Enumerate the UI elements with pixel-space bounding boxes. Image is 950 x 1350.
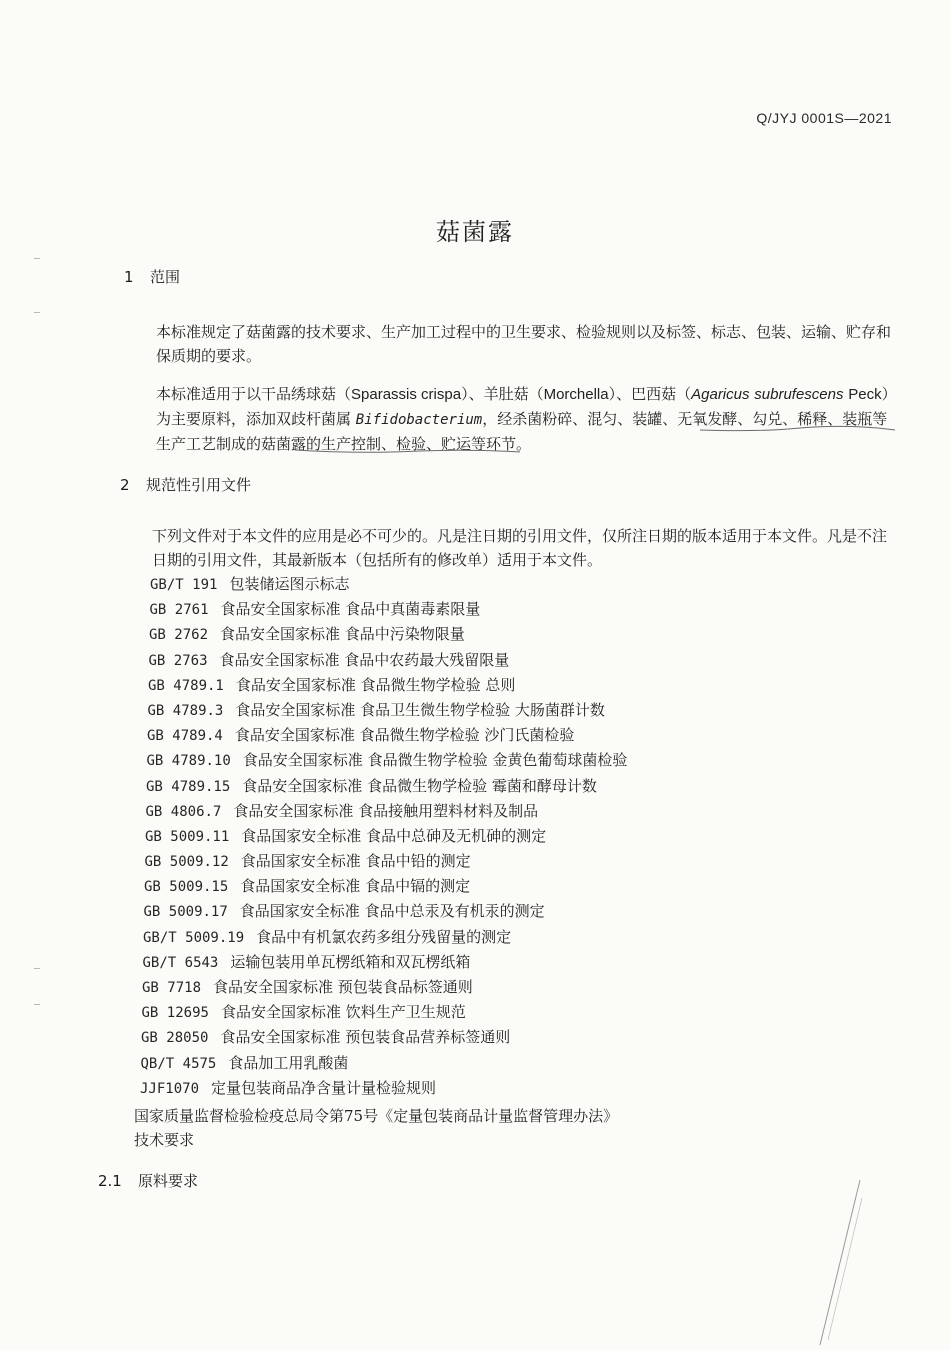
reference-item [147,748,901,773]
reference-title: 定量包装商品净含量计量检验规则 [211,1078,437,1097]
reference-code: GB 4789.3 [147,702,224,719]
scope-text: 本标准规定了菇菌露的技术要求、生产加工过程中的卫生要求、检验规则以及标签、标志、包装、运输、贮存和保质期的要求。 [156,323,892,365]
reference-item [146,799,901,824]
technical-requirements-label: 技术要求 [134,1131,195,1149]
reference-code: GB 28050 [141,1030,209,1047]
species-name: subrufescens [754,386,844,403]
section-title: 原料要求 [138,1172,199,1190]
reference-item [145,849,901,874]
reference-code: GB 5009.12 [144,854,229,871]
reference-item [145,824,900,849]
scope-text: 本标准适用于以干品绣球菇（ [156,385,352,403]
reference-item [142,975,900,1000]
reference-code: GB 4806.7 [145,803,222,820]
reference-code: QB/T 4575 [140,1055,217,1072]
references-intro [120,524,890,572]
reference-title: 食品安全国家标准 预包装食品营养标签通则 [220,1028,511,1047]
reference-title: 食品国家安全标准 食品中总砷及无机砷的测定 [241,826,547,845]
reference-title: 食品中有机氯农药多组分残留量的测定 [256,927,512,946]
regulation-line: 国家质量监督检验检疫总局令第75号《定量包装商品计量监督管理办法》 [134,1107,619,1125]
reference-code: GB 5009.15 [144,879,229,896]
species-name: Morchella [543,386,609,403]
scope-paragraph-2 [124,382,894,456]
reference-title: 食品安全国家标准 食品中农药最大残留限量 [219,650,510,669]
scan-edge-mark [34,1004,40,1005]
reference-title: 食品安全国家标准 食品卫生微生物学检验 大肠菌群计数 [235,700,605,719]
scan-edge-mark [34,312,40,313]
document-title: 菇菌露 [436,218,514,247]
scope-text: ）、巴西菇（ [608,385,692,403]
reference-title: 食品国家安全标准 食品中镉的测定 [240,877,471,896]
reference-code: GB 7718 [142,980,202,996]
reference-code: GB 2762 [149,627,209,644]
reference-item [144,899,901,924]
reference-item [143,925,900,950]
scope-text: ，经杀菌粉碎、混匀、装罐、无氧发酵、勾兑、稀释、装瓶等生产工艺制成的菇菌露的生产控制、检验、贮运等环节。 [156,410,888,453]
reference-title: 食品加工用乳酸菌 [228,1053,349,1072]
standard-code: Q/JYJ 0001S—2021 [756,110,892,126]
reference-item [148,673,900,698]
reference-item [149,622,900,647]
reference-code: GB 4789.10 [146,753,231,770]
species-author: Peck [848,386,882,403]
reference-item [140,1076,900,1101]
reference-code: GB 2761 [149,602,209,619]
reference-title: 食品安全国家标准 预包装食品标签通则 [213,978,473,996]
reference-title: 食品安全国家标准 食品微生物学检验 霉菌和酵母计数 [242,776,597,795]
reference-title: 运输包装用单瓦楞纸箱和双瓦楞纸箱 [230,952,471,971]
reference-code: GB 4789.15 [146,778,231,795]
reference-item [150,597,901,622]
section-heading-raw-materials [98,1170,198,1191]
reference-title: 包装储运图示标志 [229,575,350,593]
reference-item [142,1000,901,1025]
reference-item [147,723,900,748]
reference-title: 食品国家安全标准 食品中铅的测定 [240,852,471,871]
section-heading-references [120,474,251,495]
section-number: 2.1 [98,1172,122,1190]
reference-title: 食品安全国家标准 食品微生物学检验 金黄色葡萄球菌检验 [242,751,628,770]
reference-item [149,648,901,673]
reference-code: GB 4789.4 [147,728,223,745]
reference-code: JJF1070 [140,1080,200,1097]
intro-text: 下列文件对于本文件的应用是必不可少的。凡是注日期的引用文件，仅所注日期的版本适用于本文件。凡是不注日期的引用文件，其最新版本（包括所有的修改单）适用于本文件。 [152,527,888,569]
reference-code: GB 12695 [141,1005,209,1022]
reference-code: GB 5009.17 [143,904,228,921]
reference-title: 食品安全国家标准 食品微生物学检验 沙门氏菌检验 [234,726,575,745]
reference-title: 食品安全国家标准 食品微生物学检验 总则 [235,675,516,694]
scan-edge-mark [34,968,40,969]
species-name: Agaricus [691,386,750,403]
reference-code: GB/T 5009.19 [143,929,245,946]
reference-code: GB 2763 [148,652,208,669]
scope-paragraph-1 [124,320,894,368]
reference-code: GB/T 6543 [142,954,219,971]
reference-item [141,1051,901,1076]
reference-title: 食品安全国家标准 饮料生产卫生规范 [220,1003,466,1022]
reference-code: GB/T 191 [150,577,218,593]
reference-item [150,572,900,597]
reference-item [144,874,900,899]
reference-item [146,774,900,799]
section-title: 规范性引用文件 [146,476,252,494]
section-number: 2 [120,476,130,494]
reference-item [141,1025,900,1050]
genus-name: Bifidobacterium [355,412,483,428]
scope-text: ）、羊肚菇（ [461,385,544,403]
species-name: Sparassis crispa [351,386,462,403]
reference-title: 食品安全国家标准 食品中真菌毒素限量 [220,600,481,619]
reference-code: GB 5009.11 [145,828,230,845]
reference-code: GB 4789.1 [148,677,224,694]
section-title: 范围 [150,268,181,286]
scan-scratch-mark [800,1180,880,1350]
reference-title: 食品安全国家标准 食品中污染物限量 [220,625,465,644]
reference-item [143,950,901,975]
section-heading-scope [124,266,180,287]
reference-title: 食品国家安全标准 食品中总汞及有机汞的测定 [239,902,545,921]
reference-list [140,572,900,1101]
scope-text: ）为主要原料，添加双歧杆菌属 [156,385,890,428]
section-number: 1 [124,268,134,286]
reference-item [148,698,901,723]
scan-edge-mark [34,258,40,259]
reference-title: 食品安全国家标准 食品接触用塑料材料及制品 [233,801,539,820]
